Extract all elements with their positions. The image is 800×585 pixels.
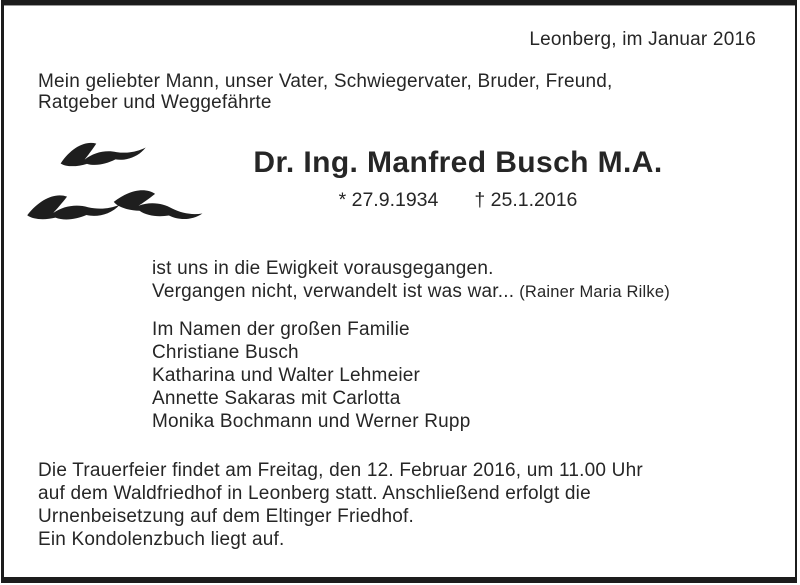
deceased-name: Dr. Ing. Manfred Busch M.A. [253, 146, 663, 179]
family-line: Katharina und Walter Lehmeier [152, 365, 421, 386]
quote-line: ist uns in die Ewigkeit vorausgegangen. [152, 258, 494, 279]
life-dates [150, 189, 766, 212]
quote-attribution: (Rainer Maria Rilke) [519, 283, 670, 301]
family-line: Monika Bochmann und Werner Rupp [152, 411, 471, 432]
quote-line [152, 280, 670, 304]
dateline: Leonberg, im Januar 2016 [529, 29, 756, 50]
funeral-line: Urnenbeisetzung auf dem Eltinger Friedhof. [38, 506, 414, 527]
bird-silhouette [26, 192, 120, 221]
deceased-block [150, 146, 766, 212]
intro-line: Ratgeber und Weggefährte [38, 92, 272, 113]
family-list [152, 318, 470, 433]
family-line: Christiane Busch [152, 342, 299, 363]
intro-text [38, 71, 613, 113]
bird-silhouette [59, 136, 148, 169]
death-date: † 25.1.2016 [474, 189, 578, 211]
intro-line: Mein geliebter Mann, unser Vater, Schwiegervater, Bruder, Freund, [38, 71, 613, 92]
quote-text: Vergangen nicht, verwandelt ist was war... [152, 281, 515, 302]
funeral-line: Ein Kondolenzbuch liegt auf. [38, 529, 285, 550]
border-hairline [4, 5, 795, 6]
family-line: Im Namen der großen Familie [152, 319, 410, 340]
family-line: Annette Sakaras mit Carlotta [152, 388, 401, 409]
funeral-line: auf dem Waldfriedhof in Leonberg statt. Anschließend erfolgt die [38, 483, 591, 504]
birth-date: * 27.9.1934 [338, 189, 439, 211]
funeral-info [38, 459, 643, 551]
funeral-line: Die Trauerfeier findet am Freitag, den 12. Februar 2016, um 11.00 Uhr [38, 460, 643, 481]
memorial-quote [152, 257, 670, 304]
